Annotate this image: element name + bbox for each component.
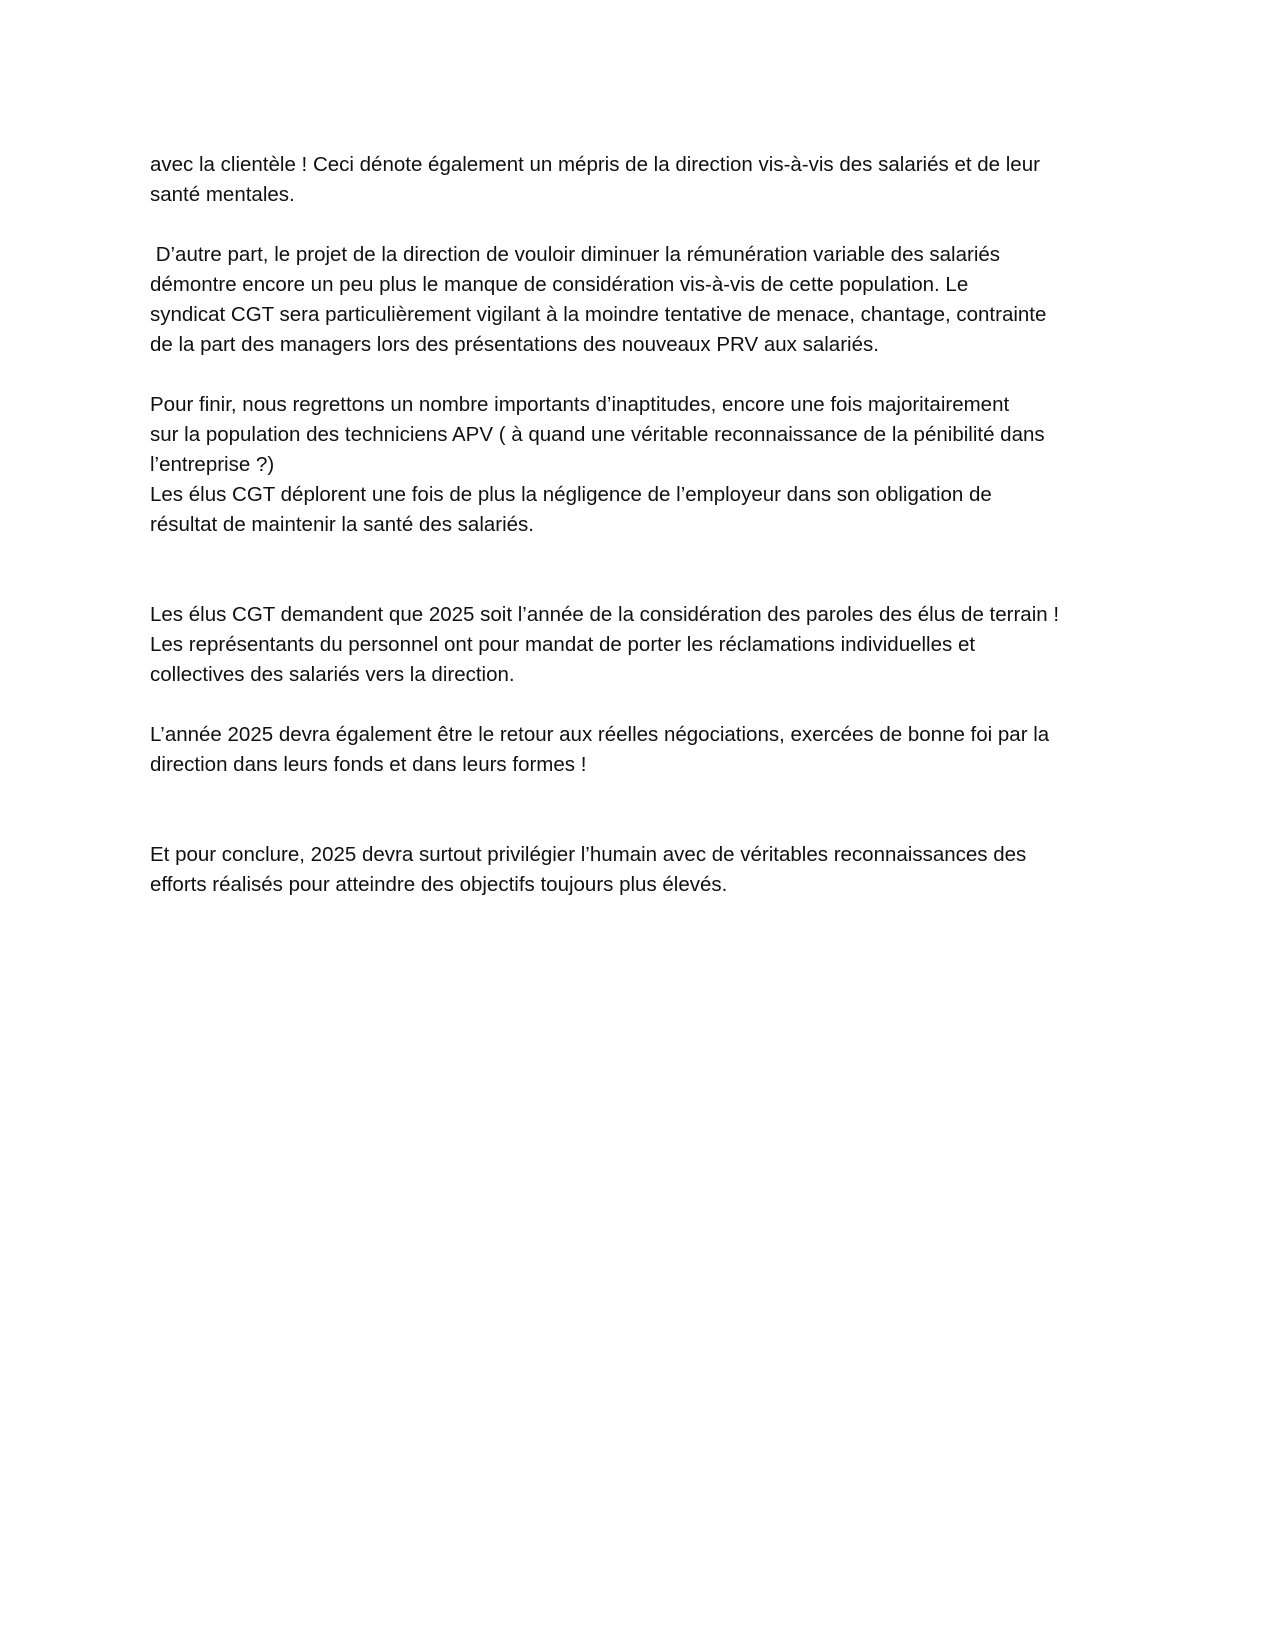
text-line: avec la clientèle ! Ceci dénote également un mépris de la direction vis-à-vis des salariés et de leur (150, 153, 1040, 176)
text-line: D’autre part, le projet de la direction de vouloir diminuer la rémunération variable des salariés (150, 243, 1001, 266)
text-line: L’année 2025 devra également être le retour aux réelles négociations, exercées de bonne foi par la (150, 723, 1050, 746)
text-line: Les élus CGT déplorent une fois de plus la négligence de l’employeur dans son obligation de (150, 483, 992, 506)
text-line: direction dans leurs fonds et dans leurs formes ! (150, 753, 587, 776)
paragraph-consideration (150, 600, 1140, 690)
paragraph-inaptitudes (150, 390, 1140, 540)
text-line: résultat de maintenir la santé des salariés. (150, 513, 535, 536)
text-line: syndicat CGT sera particulièrement vigilant à la moindre tentative de menace, chantage, contrainte (150, 303, 1047, 326)
paragraph-negociations (150, 720, 1140, 780)
paragraph-remuneration (150, 240, 1140, 360)
document-body (150, 150, 1140, 900)
text-line: collectives des salariés vers la direction. (150, 663, 515, 686)
text-line: l’entreprise ?) (150, 453, 275, 476)
text-line: démontre encore un peu plus le manque de considération vis-à-vis de cette population. Le (150, 273, 969, 296)
paragraph-spacer (150, 210, 1140, 240)
text-line: Et pour conclure, 2025 devra surtout privilégier l’humain avec de véritables reconnaissances des (150, 843, 1027, 866)
paragraph-spacer (150, 360, 1140, 390)
paragraph-clientele (150, 150, 1140, 210)
text-line: de la part des managers lors des présentations des nouveaux PRV aux salariés. (150, 333, 879, 356)
paragraph-spacer (150, 690, 1140, 720)
text-line: Pour finir, nous regrettons un nombre importants d’inaptitudes, encore une fois majoritairement (150, 393, 1010, 416)
text-line: Les élus CGT demandent que 2025 soit l’année de la considération des paroles des élus de terrain ! (150, 603, 1060, 626)
text-line: sur la population des techniciens APV ( à quand une véritable reconnaissance de la pénibilité dans (150, 423, 1045, 446)
paragraph-spacer (150, 540, 1140, 600)
text-line: Les représentants du personnel ont pour mandat de porter les réclamations individuelles et (150, 633, 976, 656)
paragraph-spacer (150, 780, 1140, 840)
paragraph-conclusion (150, 840, 1140, 900)
text-line: santé mentales. (150, 183, 295, 206)
text-line: efforts réalisés pour atteindre des objectifs toujours plus élevés. (150, 873, 728, 896)
